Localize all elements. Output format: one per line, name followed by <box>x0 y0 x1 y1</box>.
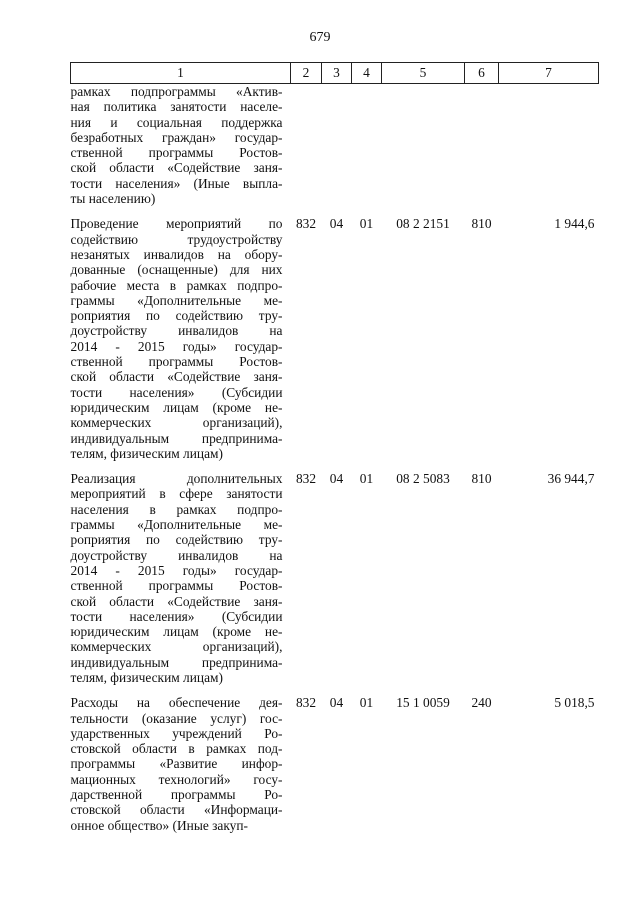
description-line: ственной программы Ростов- <box>70 145 283 161</box>
description-line: программы «Развитие инфор- <box>70 756 283 772</box>
description-line: стовской области «Информаци- <box>70 802 283 818</box>
ministry-code-cell <box>291 84 322 217</box>
expense-type-cell <box>465 84 499 217</box>
description-line: ственной программы Ростов- <box>70 578 283 594</box>
description-line: Расходы на обеспечение дея- <box>70 695 283 711</box>
column-header-1: 1 <box>71 63 291 84</box>
amount-cell: 36 944,7 <box>547 471 595 487</box>
description-line: ской области «Содействие заня- <box>70 593 283 609</box>
amount-cell: 1 944,6 <box>554 216 595 232</box>
ministry-code-cell: 832 <box>295 471 317 487</box>
description-line: тельности (оказание услуг) гос- <box>70 710 283 726</box>
section-code-cell: 04 <box>329 471 344 487</box>
description-line: стовской области в рамках под- <box>70 741 283 757</box>
description-line: доустройству инвалидов на <box>70 547 283 563</box>
table-row <box>71 471 599 695</box>
description-line: дарственной программы Ро- <box>70 787 283 803</box>
page-number: 679 <box>309 30 331 45</box>
description-line: тости населения» (Субсидии <box>70 384 283 400</box>
column-header-2: 2 <box>291 63 322 84</box>
description-line: онное общество» (Иные закуп- <box>70 817 248 833</box>
description-line: доустройству инвалидов на <box>70 323 283 339</box>
target-article-cell: 08 2 5083 <box>396 471 450 487</box>
description-line: роприятия по содействию тру- <box>70 308 283 324</box>
column-header-4: 4 <box>352 63 382 84</box>
column-header-3: 3 <box>322 63 352 84</box>
section-code-cell: 04 <box>329 695 344 711</box>
expense-type-cell: 240 <box>471 695 492 711</box>
description-line: населения в рамках подпро- <box>70 501 283 517</box>
table-row <box>71 84 599 217</box>
description-line: Реализация дополнительных <box>70 471 283 487</box>
description-line: ской области «Содействие заня- <box>70 369 283 385</box>
description-line: содействию трудоустройству <box>70 231 283 247</box>
description-line: ния и социальная поддержка <box>70 114 283 130</box>
ministry-code-cell: 832 <box>295 216 317 232</box>
description-line: рабочие места в рамках подпро- <box>70 277 283 293</box>
description-line: телям, физическим лицам) <box>70 669 223 685</box>
description-line: юридическим лицам (кроме не- <box>70 624 283 640</box>
table-row <box>71 695 599 843</box>
description-cell <box>71 84 291 217</box>
description-line: тости населения» (Субсидии <box>70 608 283 624</box>
description-line: юридическим лицам (кроме не- <box>70 399 283 415</box>
description-line: Проведение мероприятий по <box>70 216 283 232</box>
description-cell <box>71 471 291 695</box>
description-line: граммы «Дополнительные ме- <box>70 517 283 533</box>
description-line: индивидуальным предпринима- <box>70 430 283 446</box>
expense-type-cell: 810 <box>471 471 492 487</box>
description-line: незанятых инвалидов на обору- <box>70 246 283 262</box>
section-code-cell: 04 <box>329 216 344 232</box>
subsection-code-cell: 01 <box>359 695 374 711</box>
description-line: ная политика занятости населе- <box>70 99 283 115</box>
description-cell <box>71 216 291 471</box>
description-line: ударственных учреждений Ро- <box>70 725 283 741</box>
description-line: 2014 - 2015 годы» государ- <box>70 338 283 354</box>
table-row <box>71 216 599 471</box>
description-line: граммы «Дополнительные ме- <box>70 292 283 308</box>
table-body <box>71 84 599 843</box>
column-header-5: 5 <box>382 63 465 84</box>
budget-table <box>70 62 599 843</box>
description-line: дованные (оснащенные) для них <box>70 262 283 278</box>
description-line: ты населению) <box>70 191 156 207</box>
description-line: индивидуальным предпринима- <box>70 654 283 670</box>
description-line: рамках подпрограммы «Актив- <box>70 84 283 99</box>
description-line: мероприятий в сфере занятости <box>70 486 283 502</box>
description-line: ской области «Содействие заня- <box>70 160 283 176</box>
subsection-code-cell <box>352 84 382 217</box>
description-line: телям, физическим лицам) <box>70 445 223 461</box>
target-article-cell: 08 2 2151 <box>396 216 450 232</box>
description-line: коммерческих организаций), <box>70 415 283 431</box>
description-line: ственной программы Ростов- <box>70 354 283 370</box>
target-article-cell <box>382 84 465 217</box>
ministry-code-cell: 832 <box>295 695 317 711</box>
description-line: 2014 - 2015 годы» государ- <box>70 562 283 578</box>
column-header-6: 6 <box>465 63 499 84</box>
target-article-cell: 15 1 0059 <box>396 695 450 711</box>
column-header-7: 7 <box>499 63 599 84</box>
description-line: роприятия по содействию тру- <box>70 532 283 548</box>
description-line: мационных технологий» госу- <box>70 771 283 787</box>
table-header-row <box>71 63 599 84</box>
description-line: коммерческих организаций), <box>70 639 283 655</box>
subsection-code-cell: 01 <box>359 471 374 487</box>
amount-cell: 5 018,5 <box>554 695 595 711</box>
description-cell <box>71 695 291 843</box>
description-line: тости населения» (Иные выпла- <box>70 175 283 191</box>
description-line: безработных граждан» государ- <box>70 129 283 145</box>
subsection-code-cell: 01 <box>359 216 374 232</box>
section-code-cell <box>322 84 352 217</box>
amount-cell <box>499 84 599 217</box>
expense-type-cell: 810 <box>471 216 492 232</box>
